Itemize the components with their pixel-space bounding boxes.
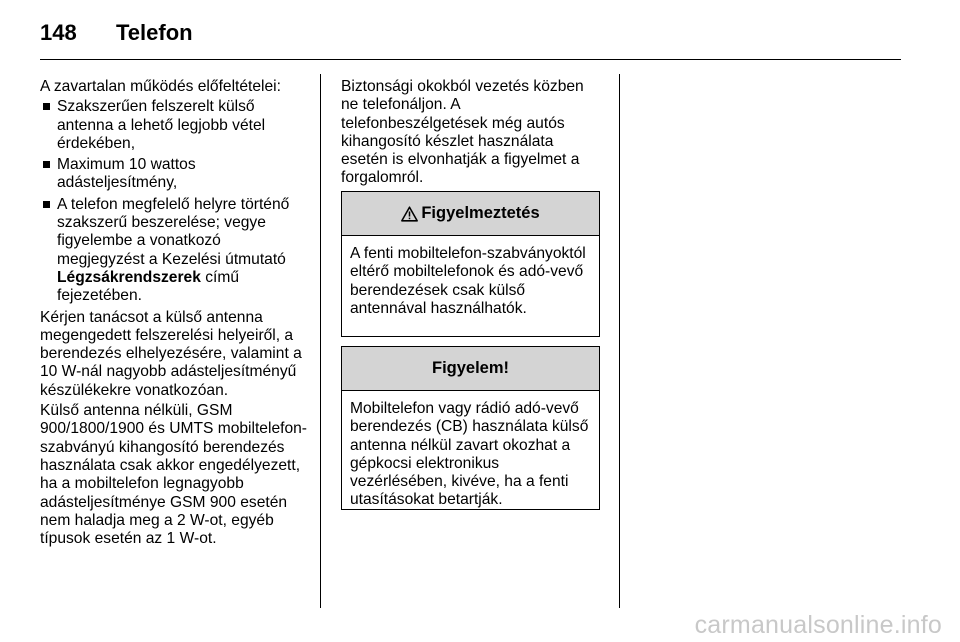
list-item-text-after: című fejezetében. xyxy=(57,268,240,305)
warning-box-body: A fenti mobiltelefon-szabványoktól eltérő mobiltelefonok és adó-vevő berendezések csak külső antennával használhatók. xyxy=(350,245,586,317)
list-item-text xyxy=(57,196,289,304)
caution-box xyxy=(341,346,600,510)
header-rule xyxy=(40,59,901,60)
page-number: 148 xyxy=(40,20,77,45)
caution-box-body: Mobiltelefon vagy rádió adó-vevő berendezés (CB) használata külső antenna nélkül zavart okozhat a gépkocsi elektronikus vezérlésében, kivéve, ha a fenti utasításokat betartják. xyxy=(350,400,589,509)
bullet-square-icon xyxy=(43,201,50,208)
caution-box-header xyxy=(342,347,599,391)
requirements-list xyxy=(40,98,310,305)
list-item-text: Maximum 10 wattos adásteljesítmény, xyxy=(57,156,196,192)
list-item xyxy=(40,196,310,306)
list-item xyxy=(40,98,310,153)
warning-box-header xyxy=(342,192,599,236)
warning-triangle-icon xyxy=(401,206,418,222)
right-column xyxy=(341,78,601,189)
list-item-text-before: A telefon megfelelő helyre történő szakszerű beszerelése; vegye figyelembe a vonatkozó megjegyzést a Kezelési útmutató xyxy=(57,195,290,268)
bullet-square-icon xyxy=(43,103,50,110)
list-item-text: Szakszerűen felszerelt külső antenna a lehető legjobb vétel érdekében, xyxy=(57,98,266,152)
page-title: Telefon xyxy=(116,20,193,45)
bullet-square-icon xyxy=(43,161,50,168)
intro-text: A zavartalan működés előfeltételei: xyxy=(40,78,281,95)
safety-paragraph: Biztonsági okokból vezetés közben ne telefonáljon. A telefonbeszélgetések még autós kihangosító készlet használata esetén is elvonhatják a figyelmet a forgalomról. xyxy=(341,78,584,187)
gsm-paragraph: Külső antenna nélküli, GSM 900/1800/1900 és UMTS mobiltelefon-szabványú kihangosító berendezés használata csak akkor engedélyezett, ha a mobiltelefon legnagyobb adásteljesítménye GSM 900 esetén nem haladja meg a 2 W-ot, egyéb típusok esetén az 1 W-ot. xyxy=(40,402,307,548)
antenna-advice-paragraph: Kérjen tanácsot a külső antenna megengedett felszerelési helyeiről, a berendezés elhelyezésére, valamint a 10 W-nál nagyobb adásteljesítményű készülékekre vonatkozóan. xyxy=(40,308,302,399)
watermark: carmanualsonline.info xyxy=(694,611,942,639)
column-divider-2 xyxy=(619,74,620,608)
warning-box xyxy=(341,191,600,337)
left-column xyxy=(40,78,310,549)
chapter-reference: Légzsákrendszerek xyxy=(57,268,201,286)
warning-box-title: Figyelmeztetés xyxy=(421,204,540,222)
list-item xyxy=(40,156,310,193)
column-divider-1 xyxy=(320,74,321,608)
caution-box-title: Figyelem! xyxy=(431,359,510,377)
